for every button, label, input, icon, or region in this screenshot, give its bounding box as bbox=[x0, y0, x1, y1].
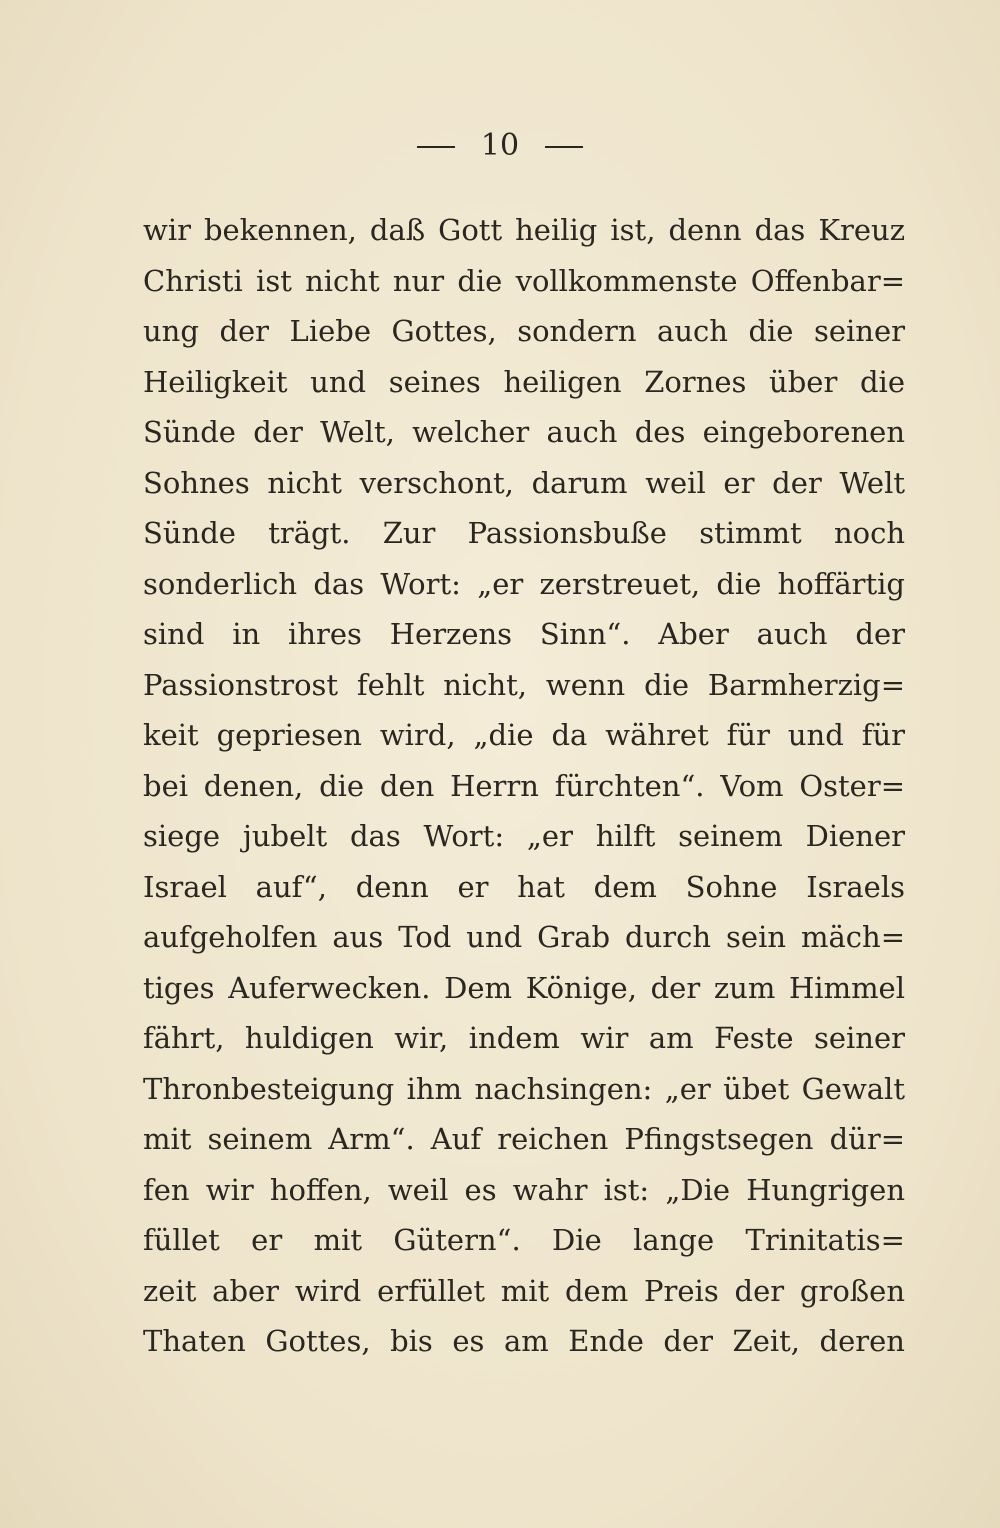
text-line: Passionstrost fehlt nicht, wenn die Barmherzig= bbox=[143, 667, 905, 702]
text-line: Heiligkeit und seines heiligen Zornes über die bbox=[143, 364, 905, 399]
text-line: aufgeholfen aus Tod und Grab durch sein mäch= bbox=[143, 920, 905, 954]
text-line: Thronbesteigung ihm nachsingen: „er übet Gewalt bbox=[143, 1071, 905, 1106]
text-line: siege jubelt das Wort: „er hilft seinem Diener bbox=[143, 819, 905, 853]
text-line: Sünde der Welt, welcher auch des eingeborenen bbox=[143, 415, 905, 449]
text-line: Israel auf“, denn er hat dem Sohne Israels bbox=[143, 869, 905, 904]
text-line: bei denen, die den Herrn fürchten“. Vom Oster= bbox=[143, 768, 905, 803]
text-line: mit seinem Arm“. Auf reichen Pfingstsegen dür= bbox=[143, 1122, 905, 1156]
page-number: 10 bbox=[480, 128, 520, 163]
text-line: ung der Liebe Gottes, sondern auch die seiner bbox=[143, 314, 905, 348]
text-line: fährt, huldigen wir, indem wir am Feste seiner bbox=[143, 1021, 905, 1055]
dash-left bbox=[417, 146, 455, 148]
page-header bbox=[0, 128, 1000, 163]
text-line: keit gepriesen wird, „die da währet für und für bbox=[143, 718, 905, 752]
text-line: Thaten Gottes, bis es am Ende der Zeit, deren bbox=[143, 1324, 905, 1358]
text-line: sonderlich das Wort: „er zerstreuet, die hoffärtig bbox=[143, 566, 905, 601]
text-line: Christi ist nicht nur die vollkommenste Offenbar= bbox=[143, 263, 905, 298]
text-line: sind in ihres Herzens Sinn“. Aber auch der bbox=[143, 617, 905, 651]
text-line: Sohnes nicht verschont, darum weil er der Welt bbox=[143, 465, 905, 500]
text-line: füllet er mit Gütern“. Die lange Trinitatis= bbox=[143, 1223, 905, 1257]
text-line: zeit aber wird erfüllet mit dem Preis der großen bbox=[143, 1273, 905, 1308]
text-line: tiges Auferwecken. Dem Könige, der zum Himmel bbox=[143, 970, 905, 1005]
text-line: wir bekennen, daß Gott heilig ist, denn das Kreuz bbox=[143, 213, 905, 247]
body-text bbox=[143, 205, 905, 1367]
dash-right bbox=[545, 146, 583, 148]
text-line: fen wir hoffen, weil es wahr ist: „Die Hungrigen bbox=[143, 1172, 905, 1207]
text-line: Sünde trägt. Zur Passionsbuße stimmt noch bbox=[143, 516, 905, 550]
